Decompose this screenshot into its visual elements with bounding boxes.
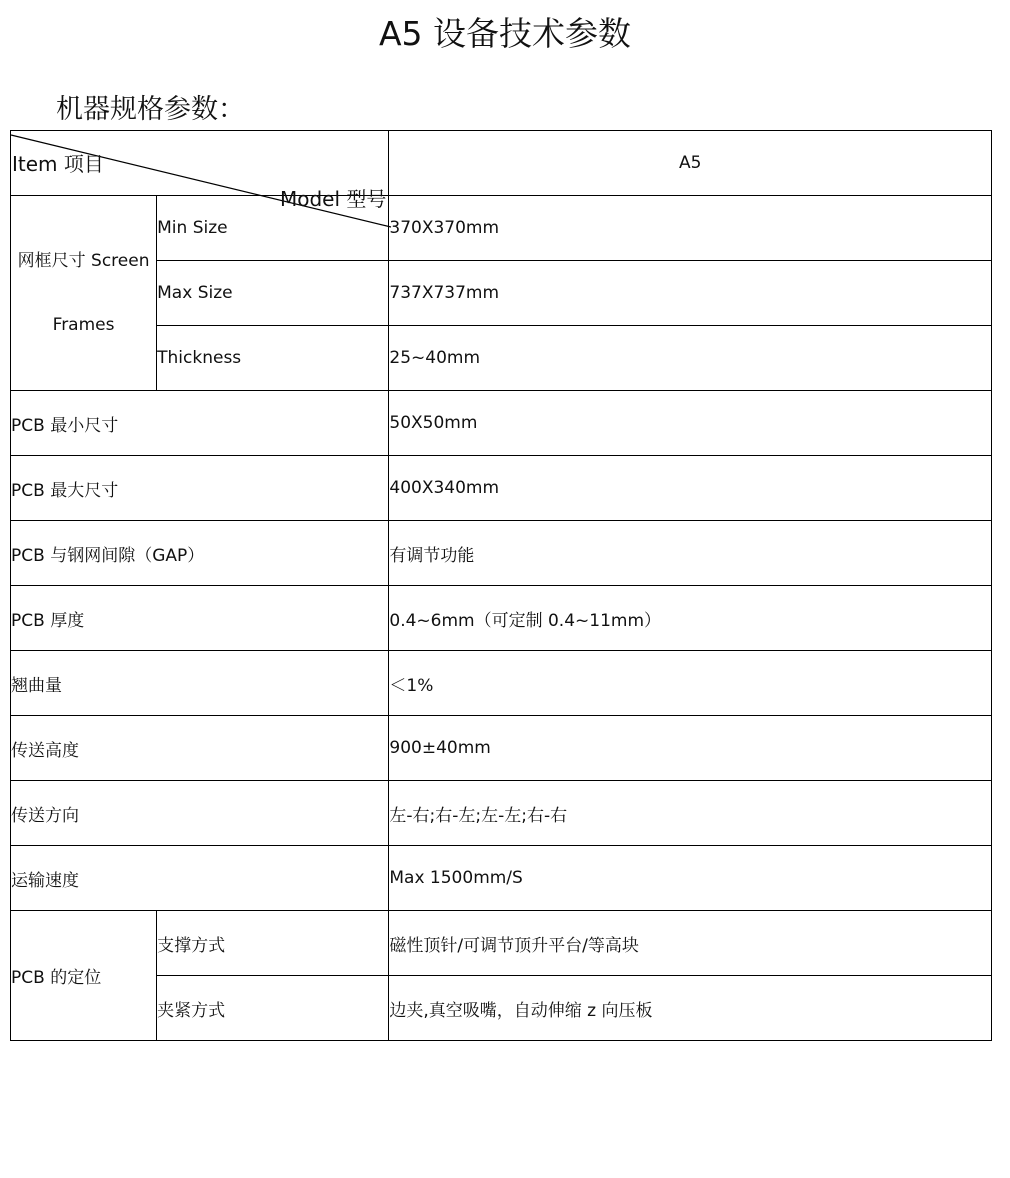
row-label: 传送高度 [11,716,389,781]
row-label: PCB 最大尺寸 [11,456,389,521]
row-label: Max Size [157,261,389,326]
row-value: 50X50mm [389,391,992,456]
row-value: ＜1% [389,651,992,716]
row-label: 传送方向 [11,781,389,846]
row-value: 左-右;右-左;左-左;右-右 [389,781,992,846]
table-row [11,391,992,456]
table-row [11,846,992,911]
table-row [11,586,992,651]
row-value: 370X370mm [389,196,992,261]
document-title: A5 设备技术参数 [378,14,632,53]
row-value: 有调节功能 [389,521,992,586]
table-row [11,716,992,781]
table-row [11,651,992,716]
model-value-header: A5 [389,131,992,196]
table-row [11,456,992,521]
table-row [11,911,992,976]
row-value: Max 1500mm/S [389,846,992,911]
item-header-label: Item 项目 [12,152,104,176]
row-label: Thickness [157,326,389,391]
row-value: 0.4~6mm（可定制 0.4~11mm） [389,586,992,651]
table-row [11,781,992,846]
row-value: 磁性顶针/可调节顶升平台/等高块 [389,911,992,976]
row-label: 翘曲量 [11,651,389,716]
row-value: 25~40mm [389,326,992,391]
table-row [11,326,992,391]
row-label: 运输速度 [11,846,389,911]
row-label: PCB 与钢网间隙（GAP） [11,521,389,586]
row-value: 边夹,真空吸嘴，自动伸缩 z 向压板 [389,976,992,1041]
pcb-positioning-group-label: PCB 的定位 [11,911,157,1041]
row-value: 900±40mm [389,716,992,781]
table-row [11,976,992,1041]
row-label: Min Size [157,196,389,261]
row-value: 400X340mm [389,456,992,521]
table-row [11,521,992,586]
row-label: PCB 最小尺寸 [11,391,389,456]
row-label: 支撑方式 [157,911,389,976]
row-value: 737X737mm [389,261,992,326]
row-label: 夹紧方式 [157,976,389,1041]
section-title: 机器规格参数： [56,94,245,125]
table-header-row [11,131,992,196]
header-diagonal-cell [11,131,389,211]
row-label: PCB 厚度 [11,586,389,651]
model-header-label: Model 型号 [279,187,387,211]
spec-table [10,130,992,1041]
group-label-line1: 网框尺寸 Screen [17,251,150,271]
group-label-line2: Frames [52,315,115,335]
